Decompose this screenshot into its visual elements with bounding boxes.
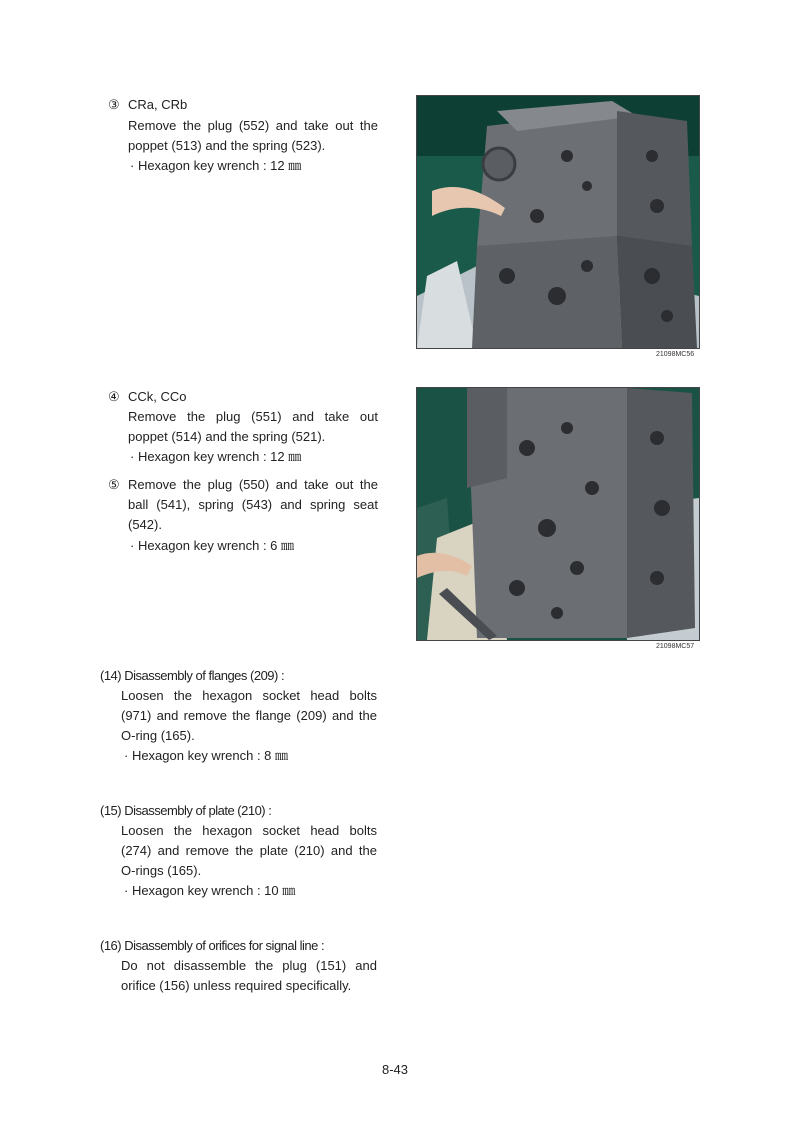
valve-block-photo-2-illustration [417, 388, 699, 640]
section-14-title: (14) Disassembly of flanges (209) : [100, 668, 285, 683]
step-4-title: CCk, CCo [128, 389, 187, 404]
valve-block-photo-2 [416, 387, 700, 641]
page-number: 8-43 [382, 1062, 409, 1077]
section-15-text-line1: Loosen the hexagon socket head bolts [121, 823, 377, 838]
step-4-text-line2: poppet (514) and the spring (521). [128, 429, 326, 444]
photo-1-code: 21098MC56 [656, 351, 695, 358]
step-5-tool: · Hexagon key wrench : 6 ㎜ [130, 538, 295, 553]
section-14-text-line1: Loosen the hexagon socket head bolts [121, 688, 377, 703]
section-16-text-line2: orifice (156) unless required specifically. [121, 978, 352, 993]
step-4-tool: · Hexagon key wrench : 12 ㎜ [130, 449, 302, 464]
section-16-title: (16) Disassembly of orifices for signal line : [100, 938, 325, 953]
valve-block-photo-1 [416, 95, 700, 349]
section-14-text-line3: O-ring (165). [121, 728, 195, 743]
step-3-marker: ③ [108, 97, 120, 112]
section-14-tool: · Hexagon key wrench : 8 ㎜ [124, 748, 289, 763]
section-16-text-line1: Do not disassemble the plug (151) and [121, 958, 377, 973]
section-15-text-line3: O-rings (165). [121, 863, 202, 878]
step-3-text-line2: poppet (513) and the spring (523). [128, 138, 326, 153]
step-5-text-line1: Remove the plug (550) and take out the [128, 477, 378, 492]
valve-block-photo-1-illustration [417, 96, 699, 348]
section-15-title: (15) Disassembly of plate (210) : [100, 803, 272, 818]
section-14-text-line2: (971) and remove the flange (209) and the [121, 708, 377, 723]
step-5-text-line3: (542). [128, 517, 162, 532]
step-4-marker: ④ [108, 389, 120, 404]
step-3-text-line1: Remove the plug (552) and take out the [128, 118, 378, 133]
step-3-tool: · Hexagon key wrench : 12 ㎜ [130, 158, 302, 173]
section-15-tool: · Hexagon key wrench : 10 ㎜ [124, 883, 296, 898]
step-4-text-line1: Remove the plug (551) and take out [128, 409, 378, 424]
section-15-text-line2: (274) and remove the plate (210) and the [121, 843, 377, 858]
step-3-title: CRa, CRb [128, 97, 188, 112]
step-5-marker: ⑤ [108, 477, 120, 492]
photo-2-code: 21098MC57 [656, 643, 695, 650]
step-5-text-line2: ball (541), spring (543) and spring seat [128, 497, 378, 512]
